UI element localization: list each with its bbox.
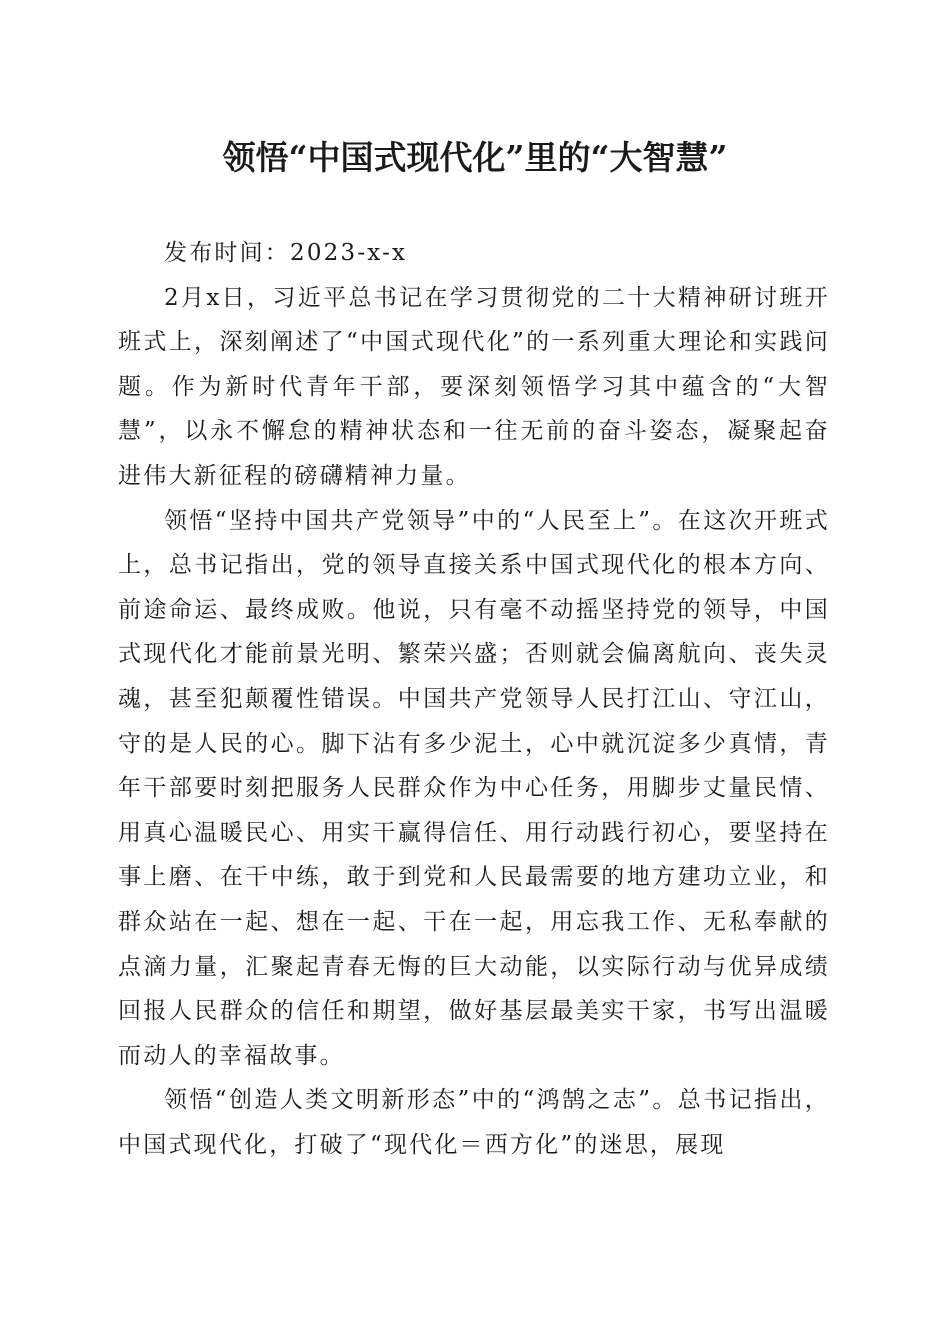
document-body: [118, 231, 830, 1167]
publish-time: 发布时间：2023-x-x: [164, 240, 408, 266]
paragraph-people-first: 领悟“坚持中国共产党领导”中的“人民至上”。在这次开班式上，总书记指出，党的领导直接关系中国式现代化的根本方向、前途命运、最终成败。他说，只有毫不动摇坚持党的领导，中国式现代化才能前景光明、繁荣兴盛；否则就会偏离航向、丧失灵魂，甚至犯颠覆性错误。中国共产党领导人民打江山、守江山，守的是人民的心。脚下沾有多少泥土，心中就沉淀多少真情，青年干部要时刻把服务人民群众作为中心任务，用脚步丈量民情、用真心温暖民心、用实干赢得信任、用行动践行初心，要坚持在事上磨、在干中练，敢于到党和人民最需要的地方建功立业，和群众站在一起、想在一起、干在一起，用忘我工作、无私奉献的点滴力量，汇聚起青春无悔的巨大动能，以实际行动与优异成绩回报人民群众的信任和期望，做好基层最美实干家，书写出温暖而动人的幸福故事。: [118, 507, 830, 1069]
document-title: 领悟“中国式现代化”里的“大智慧”: [222, 138, 728, 177]
paragraph-intro: 2月x日，习近平总书记在学习贯彻党的二十大精神研讨班开班式上，深刻阐述了“中国式现代化”的一系列重大理论和实践问题。作为新时代青年干部，要深刻领悟学习其中蕴含的“大智慧”，以永不懈怠的精神状态和一往无前的奋斗姿态，凝聚起奋进伟大新征程的磅礴精神力量。: [118, 284, 830, 489]
paragraph-civilization: 领悟“创造人类文明新形态”中的“鸿鹄之志”。总书记指出，中国式现代化，打破了“现代化＝西方化”的迷思，展现: [118, 1087, 830, 1158]
